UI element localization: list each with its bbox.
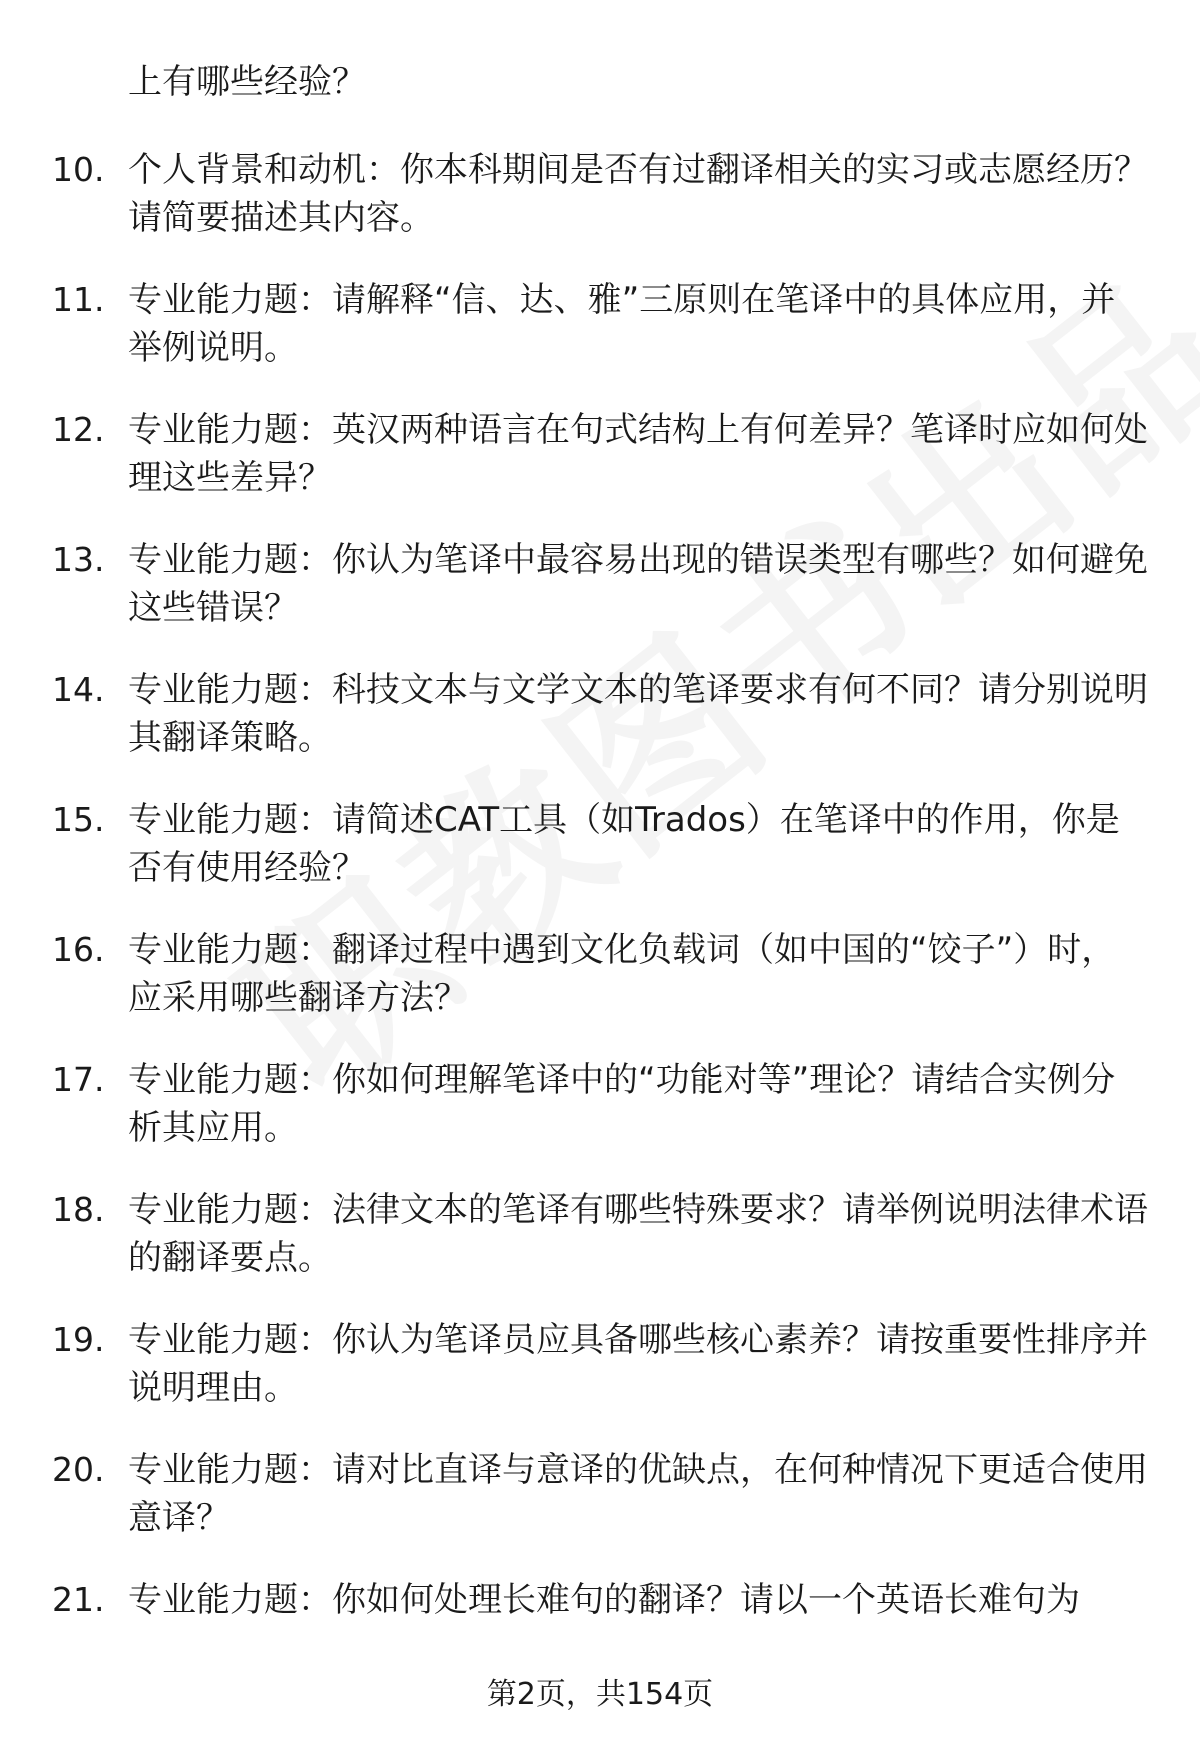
question-item — [0, 1172, 1200, 1302]
question-text: 专业能力题：英汉两种语言在句式结构上有何差异？笔译时应如何处理这些差异？ — [128, 410, 1148, 498]
question-text: 专业能力题：翻译过程中遇到文化负载词（如中国的“饺子”）时，应采用哪些翻译方法？ — [128, 930, 1116, 1018]
question-text: 专业能力题：请简述CAT工具（如Trados）在笔译中的作用，你是否有使用经验？ — [128, 800, 1120, 888]
question-item — [0, 782, 1200, 912]
question-item — [0, 912, 1200, 1042]
question-number: 20. — [52, 1450, 105, 1489]
question-text: 个人背景和动机：你本科期间是否有过翻译相关的实习或志愿经历？请简要描述其内容。 — [128, 150, 1148, 238]
page-footer: 第2页，共154页 — [486, 1677, 714, 1712]
question-number: 16. — [52, 930, 105, 969]
question-number: 21. — [52, 1580, 105, 1619]
question-item — [0, 1432, 1200, 1562]
question-item — [0, 1302, 1200, 1432]
question-text: 专业能力题：你认为笔译员应具备哪些核心素养？请按重要性排序并说明理由。 — [128, 1320, 1148, 1408]
question-item — [0, 522, 1200, 652]
question-text: 专业能力题：你如何处理长难句的翻译？请以一个英语长难句为 — [128, 1580, 1080, 1620]
question-text: 专业能力题：你认为笔译中最容易出现的错误类型有哪些？如何避免这些错误？ — [128, 540, 1148, 628]
question-number: 14. — [52, 670, 105, 709]
question-item — [0, 1562, 1200, 1692]
question-item — [0, 652, 1200, 782]
question-number: 11. — [52, 280, 105, 319]
question-item — [0, 262, 1200, 392]
question-number: 10. — [52, 150, 105, 189]
question-text: 专业能力题：请解释“信、达、雅”三原则在笔译中的具体应用，并举例说明。 — [128, 280, 1116, 368]
question-number: 12. — [52, 410, 105, 449]
question-text: 专业能力题：你如何理解笔译中的“功能对等”理论？请结合实例分析其应用。 — [128, 1060, 1116, 1148]
question-number: 18. — [52, 1190, 105, 1229]
question-number: 17. — [52, 1060, 105, 1099]
question-text: 专业能力题：请对比直译与意译的优缺点，在何种情况下更适合使用意译？ — [128, 1450, 1148, 1538]
question-number: 19. — [52, 1320, 105, 1359]
question-number: 15. — [52, 800, 105, 839]
question-item — [0, 132, 1200, 262]
question-item — [0, 392, 1200, 522]
question-number: 13. — [52, 540, 105, 579]
question-text: 专业能力题：科技文本与文学文本的笔译要求有何不同？请分别说明其翻译策略。 — [128, 670, 1148, 758]
question-list — [0, 132, 1200, 1692]
question-text: 专业能力题：法律文本的笔译有哪些特殊要求？请举例说明法律术语的翻译要点。 — [128, 1190, 1148, 1278]
question-item — [0, 1042, 1200, 1172]
continuation-text: 上有哪些经验？ — [128, 62, 366, 102]
